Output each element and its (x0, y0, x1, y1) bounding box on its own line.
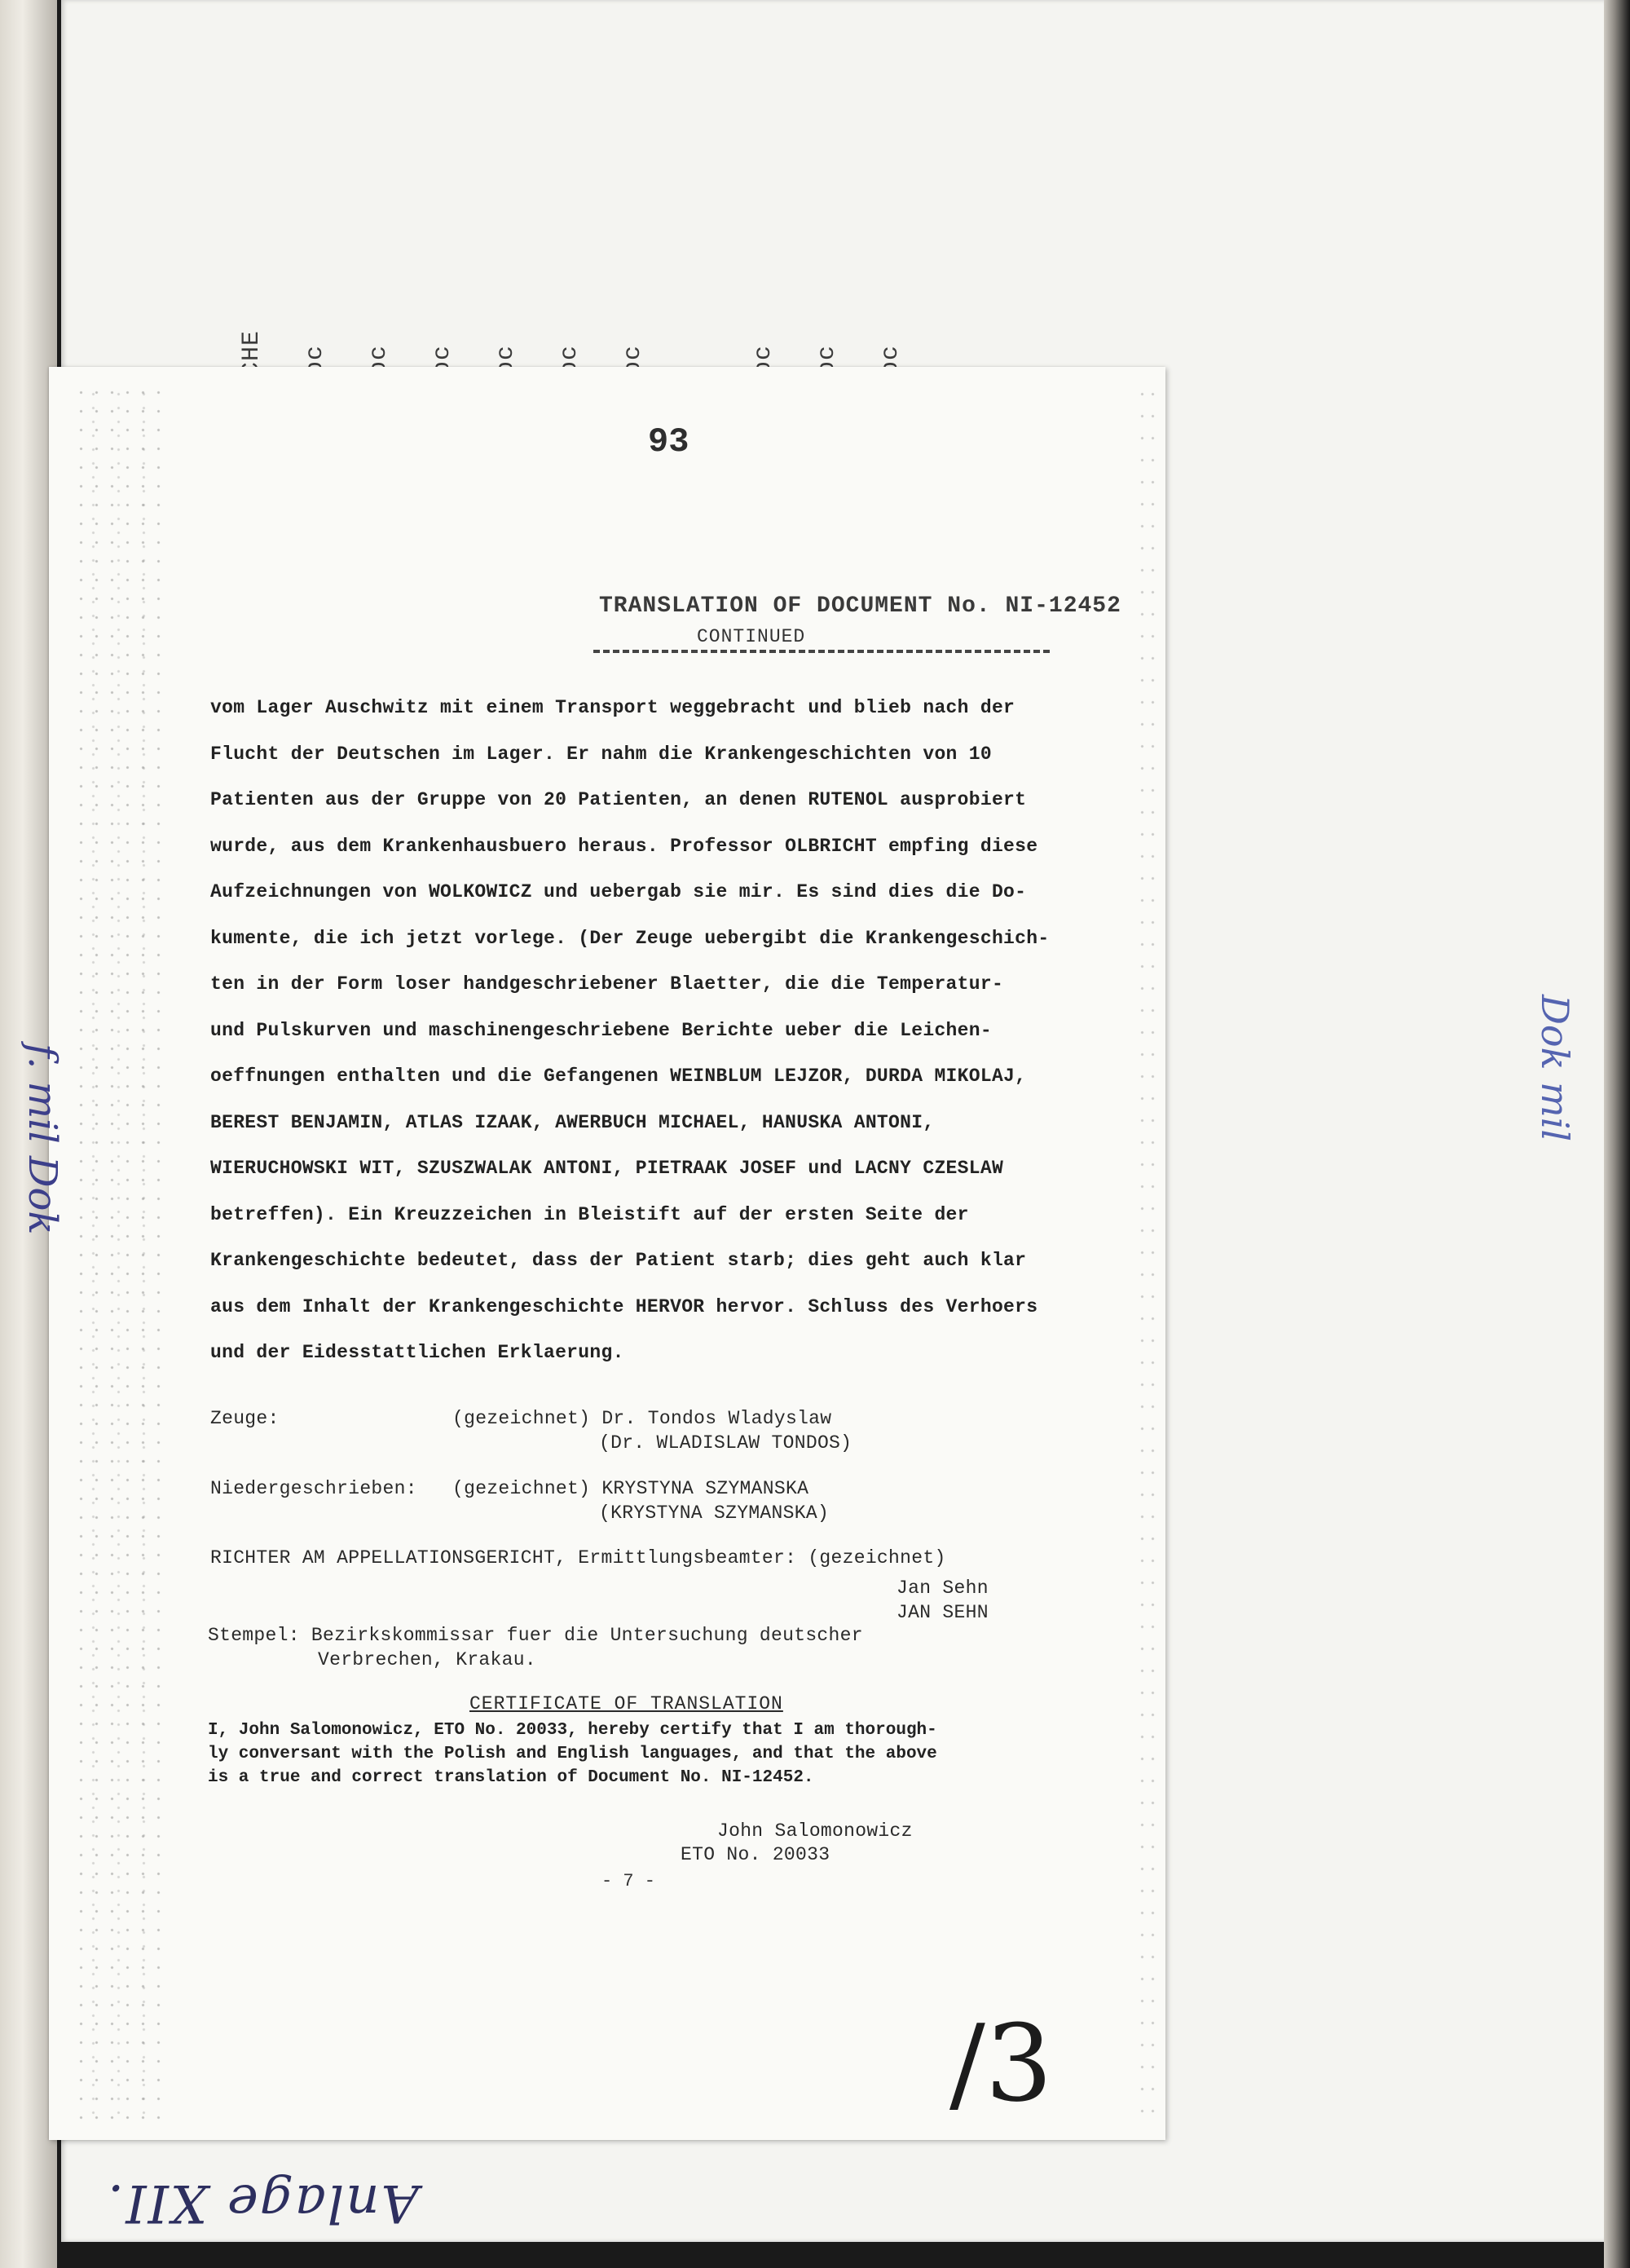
judge-line: RICHTER AM APPELLATIONSGERICHT, Ermittlungsbeamter: (gezeichnet) (210, 1547, 946, 1569)
handwritten-left-margin: f. mil Dok (20, 1044, 65, 1235)
certificate-line: I, John Salomonowicz, ETO No. 20033, hereby certify that I am thorough- (208, 1721, 937, 1740)
stamp-line: Stempel: Bezirkskommissar fuer die Untersuchung deutscher (208, 1625, 863, 1646)
binder-edge-right (1604, 0, 1630, 2268)
body-line: Krankengeschichte bedeutet, dass der Patient starb; dies geht auch klar (210, 1250, 1027, 1271)
document-title: TRANSLATION OF DOCUMENT No. NI-12452 (599, 593, 1121, 619)
handwritten-bottom-note: Anlage XII. (106, 2173, 419, 2233)
body-text (210, 685, 1090, 1376)
body-line: Flucht der Deutschen im Lager. Er nahm die Krankengeschichten von 10 (210, 743, 992, 765)
body-line: kumente, die ich jetzt vorlege. (Der Zeuge uebergibt die Krankengeschich- (210, 927, 1050, 949)
translator-name: John Salomonowicz (717, 1820, 913, 1842)
recorded-name: (KRYSTYNA SZYMANSKA) (599, 1502, 830, 1524)
translator-id: ETO No. 20033 (681, 1844, 830, 1865)
certificate-text (208, 1719, 1112, 1789)
document-subtitle: CONTINUED (697, 626, 806, 647)
body-line: oeffnungen enthalten und die Gefangenen WEINBLUM LEJZOR, DURDA MIKOLAJ, (210, 1066, 1027, 1087)
recorded-label: Niedergeschrieben: (210, 1478, 417, 1499)
body-line: und Pulskurven und maschinengeschriebene Berichte ueber die Leichen- (210, 1019, 992, 1041)
handwritten-right-margin: Dok mil (1533, 995, 1577, 1142)
body-line: wurde, aus dem Krankenhausbuero heraus. Professor OLBRICHT empfing diese (210, 835, 1038, 857)
witness-signature: (gezeichnet) Dr. Tondos Wladyslaw (452, 1408, 832, 1429)
judge-signature: Jan Sehn (896, 1577, 989, 1599)
recorded-signature: (gezeichnet) KRYSTYNA SZYMANSKA (452, 1478, 809, 1499)
footer-page-number: - 7 - (601, 1871, 656, 1891)
judge-name: JAN SEHN (896, 1602, 989, 1623)
stamp-line: Verbrechen, Krakau. (318, 1649, 536, 1670)
witness-label: Zeuge: (210, 1408, 280, 1429)
body-line: vom Lager Auschwitz mit einem Transport weggebracht und blieb nach der (210, 697, 1015, 718)
certificate-title: CERTIFICATE OF TRANSLATION (469, 1693, 783, 1714)
body-line: betreffen). Ein Kreuzzeichen in Bleistift auf der ersten Seite der (210, 1203, 969, 1225)
body-line: aus dem Inhalt der Krankengeschichte HERVOR hervor. Schluss des Verhoers (210, 1295, 1038, 1317)
body-line: Patienten aus der Gruppe von 20 Patienten, an denen RUTENOL ausprobiert (210, 789, 1027, 810)
title-dash-rule (593, 650, 1050, 653)
witness-name: (Dr. WLADISLAW TONDOS) (599, 1432, 852, 1454)
copy-speckle-right (1137, 383, 1161, 2120)
body-line: BEREST BENJAMIN, ATLAS IZAAK, AWERBUCH MICHAEL, HANUSKA ANTONI, (210, 1111, 935, 1133)
body-line: Aufzeichnungen von WOLKOWICZ und uebergab sie mir. Es sind dies die Do- (210, 881, 1027, 902)
handwritten-page-mark: /3 (949, 2001, 1053, 2125)
certificate-line: ly conversant with the Polish and English languages, and that the above (208, 1745, 937, 1763)
body-line: ten in der Form loser handgeschriebener Blaetter, die die Temperatur- (210, 973, 1004, 995)
copy-speckle-left (73, 383, 163, 2120)
certificate-line: is a true and correct translation of Document No. NI-12452. (208, 1768, 814, 1787)
body-line: und der Eidesstattlichen Erklaerung. (210, 1342, 624, 1363)
body-line: WIERUCHOWSKI WIT, SZUSZWALAK ANTONI, PIETRAAK JOSEF und LACNY CZESLAW (210, 1158, 1004, 1179)
page-number: 93 (648, 422, 689, 461)
